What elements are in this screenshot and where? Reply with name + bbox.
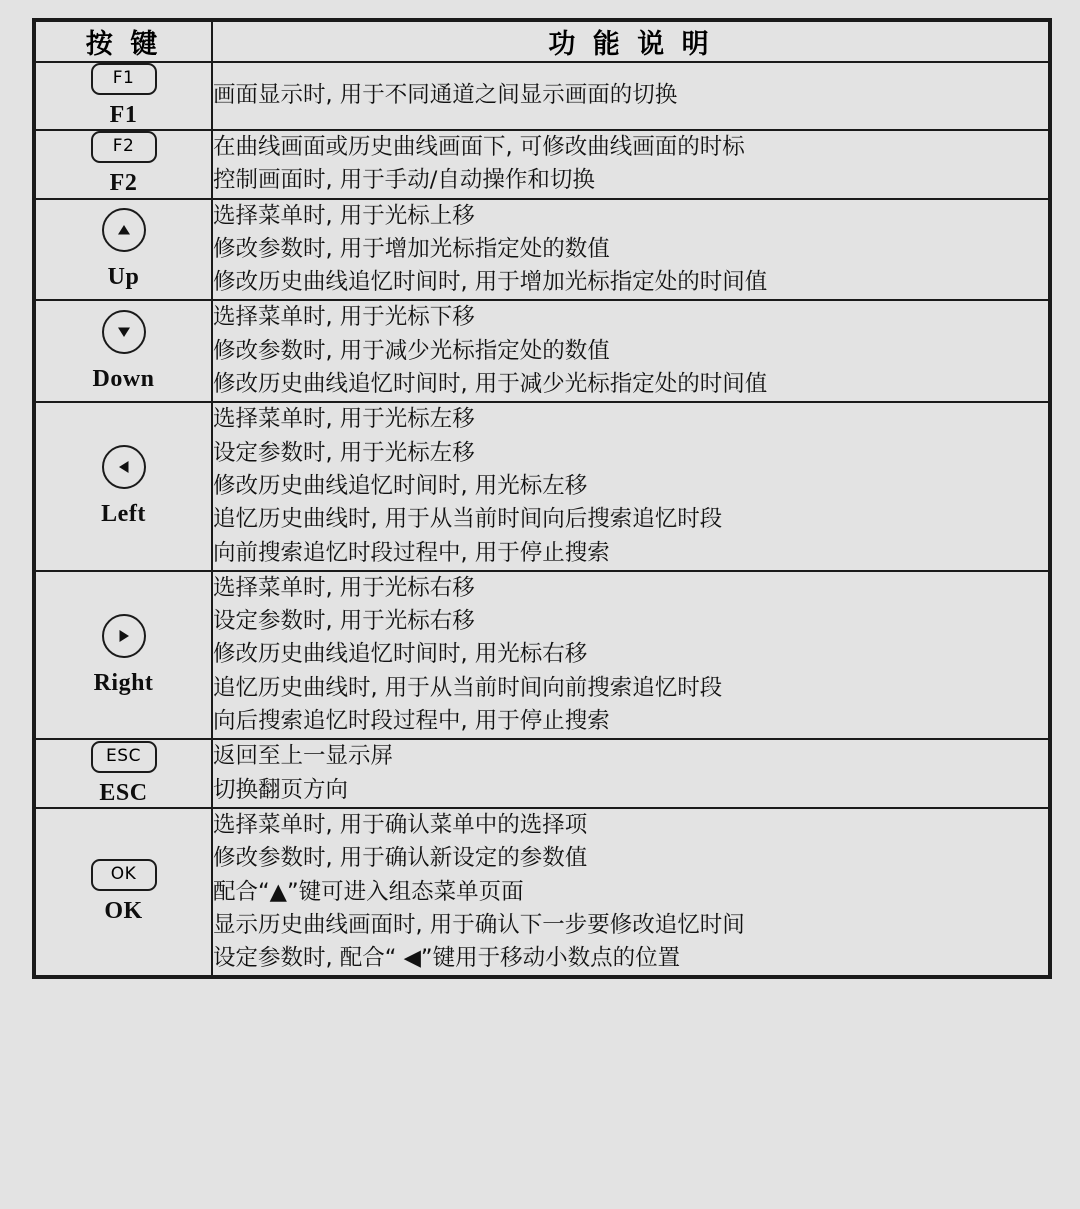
description-line: 返回至上一显示屏 xyxy=(213,743,394,770)
table-row xyxy=(34,402,1050,570)
description-line: 选择菜单时, 用于光标右移 xyxy=(213,574,475,601)
key-cell xyxy=(34,739,212,808)
f2-key-icon[interactable]: F2 xyxy=(91,131,157,163)
description-line: 修改参数时, 用于确认新设定的参数值 xyxy=(213,845,588,872)
table-row xyxy=(34,739,1050,808)
table-row xyxy=(34,62,1050,130)
table-row xyxy=(34,808,1050,977)
description-line: 设定参数时, 用于光标右移 xyxy=(213,608,475,635)
description-line: 选择菜单时, 用于光标上移 xyxy=(213,202,475,229)
description-line: 向前搜索追忆时段过程中, 用于停止搜索 xyxy=(213,539,610,566)
key-cell xyxy=(34,300,212,402)
key-label: ESC xyxy=(99,779,148,806)
key-label: OK xyxy=(104,898,143,925)
description-line: 配合“▲”键可进入组态菜单页面 xyxy=(213,878,524,905)
key-label: Right xyxy=(93,669,154,696)
description-line: 修改参数时, 用于减少光标指定处的数值 xyxy=(213,337,610,364)
key-cell xyxy=(34,199,212,301)
arrow-down-key-icon[interactable] xyxy=(102,310,146,354)
function-description-cell xyxy=(212,130,1050,199)
function-description-cell xyxy=(212,199,1050,301)
esc-key-icon[interactable]: ESC xyxy=(91,741,157,773)
table-row xyxy=(34,571,1050,739)
key-label: F2 xyxy=(109,170,138,197)
arrow-left-key-icon[interactable] xyxy=(102,445,146,489)
f1-key-icon[interactable]: F1 xyxy=(91,63,157,95)
function-description-cell xyxy=(212,739,1050,808)
function-description-cell xyxy=(212,571,1050,739)
key-cell xyxy=(34,62,212,130)
description-line: 显示历史曲线画面时, 用于确认下一步要修改追忆时间 xyxy=(213,911,745,938)
description-line: 在曲线画面或历史曲线画面下, 可修改曲线画面的时标 xyxy=(213,134,745,160)
description-line: 控制画面时, 用于手动/自动操作和切换 xyxy=(213,167,595,194)
key-function-table xyxy=(32,18,1052,979)
column-header-function: 功 能 说 明 xyxy=(212,20,1050,62)
arrow-right-key-icon[interactable] xyxy=(102,614,146,658)
description-line: 设定参数时, 用于光标左移 xyxy=(213,439,475,466)
table-row xyxy=(34,199,1050,301)
description-line: 修改历史曲线追忆时间时, 用光标左移 xyxy=(213,472,588,499)
description-line: 设定参数时, 配合“ ◀”键用于移动小数点的位置 xyxy=(213,945,681,972)
key-cell xyxy=(34,130,212,199)
key-cell xyxy=(34,571,212,739)
description-line: 选择菜单时, 用于确认菜单中的选择项 xyxy=(213,811,588,838)
description-line: 追忆历史曲线时, 用于从当前时间向后搜索追忆时段 xyxy=(213,506,723,533)
key-label: Up xyxy=(107,264,140,291)
function-description-cell xyxy=(212,402,1050,570)
description-line: 向后搜索追忆时段过程中, 用于停止搜索 xyxy=(213,708,610,735)
function-description-cell xyxy=(212,62,1050,130)
key-label: Left xyxy=(101,501,146,528)
arrow-up-key-icon[interactable] xyxy=(102,208,146,252)
key-cell xyxy=(34,402,212,570)
description-line: 画面显示时, 用于不同通道之间显示画面的切换 xyxy=(213,82,678,109)
description-line: 选择菜单时, 用于光标下移 xyxy=(213,304,475,331)
column-header-key: 按 键 xyxy=(34,20,212,62)
key-label: Down xyxy=(92,365,155,392)
key-label: F1 xyxy=(109,102,138,128)
description-line: 修改历史曲线追忆时间时, 用光标右移 xyxy=(213,641,588,668)
key-cell xyxy=(34,808,212,977)
table-row xyxy=(34,130,1050,199)
description-line: 修改历史曲线追忆时间时, 用于增加光标指定处的时间值 xyxy=(213,269,768,296)
table-row xyxy=(34,300,1050,402)
description-line: 选择菜单时, 用于光标左移 xyxy=(213,406,475,433)
description-line: 修改历史曲线追忆时间时, 用于减少光标指定处的时间值 xyxy=(213,371,768,398)
table-body xyxy=(34,62,1050,977)
function-description-cell xyxy=(212,300,1050,402)
description-line: 追忆历史曲线时, 用于从当前时间向前搜索追忆时段 xyxy=(213,674,723,701)
description-line: 切换翻页方向 xyxy=(213,776,349,803)
function-description-cell xyxy=(212,808,1050,977)
table-header-row xyxy=(34,20,1050,62)
description-line: 修改参数时, 用于增加光标指定处的数值 xyxy=(213,235,610,262)
ok-key-icon[interactable]: OK xyxy=(91,859,157,891)
